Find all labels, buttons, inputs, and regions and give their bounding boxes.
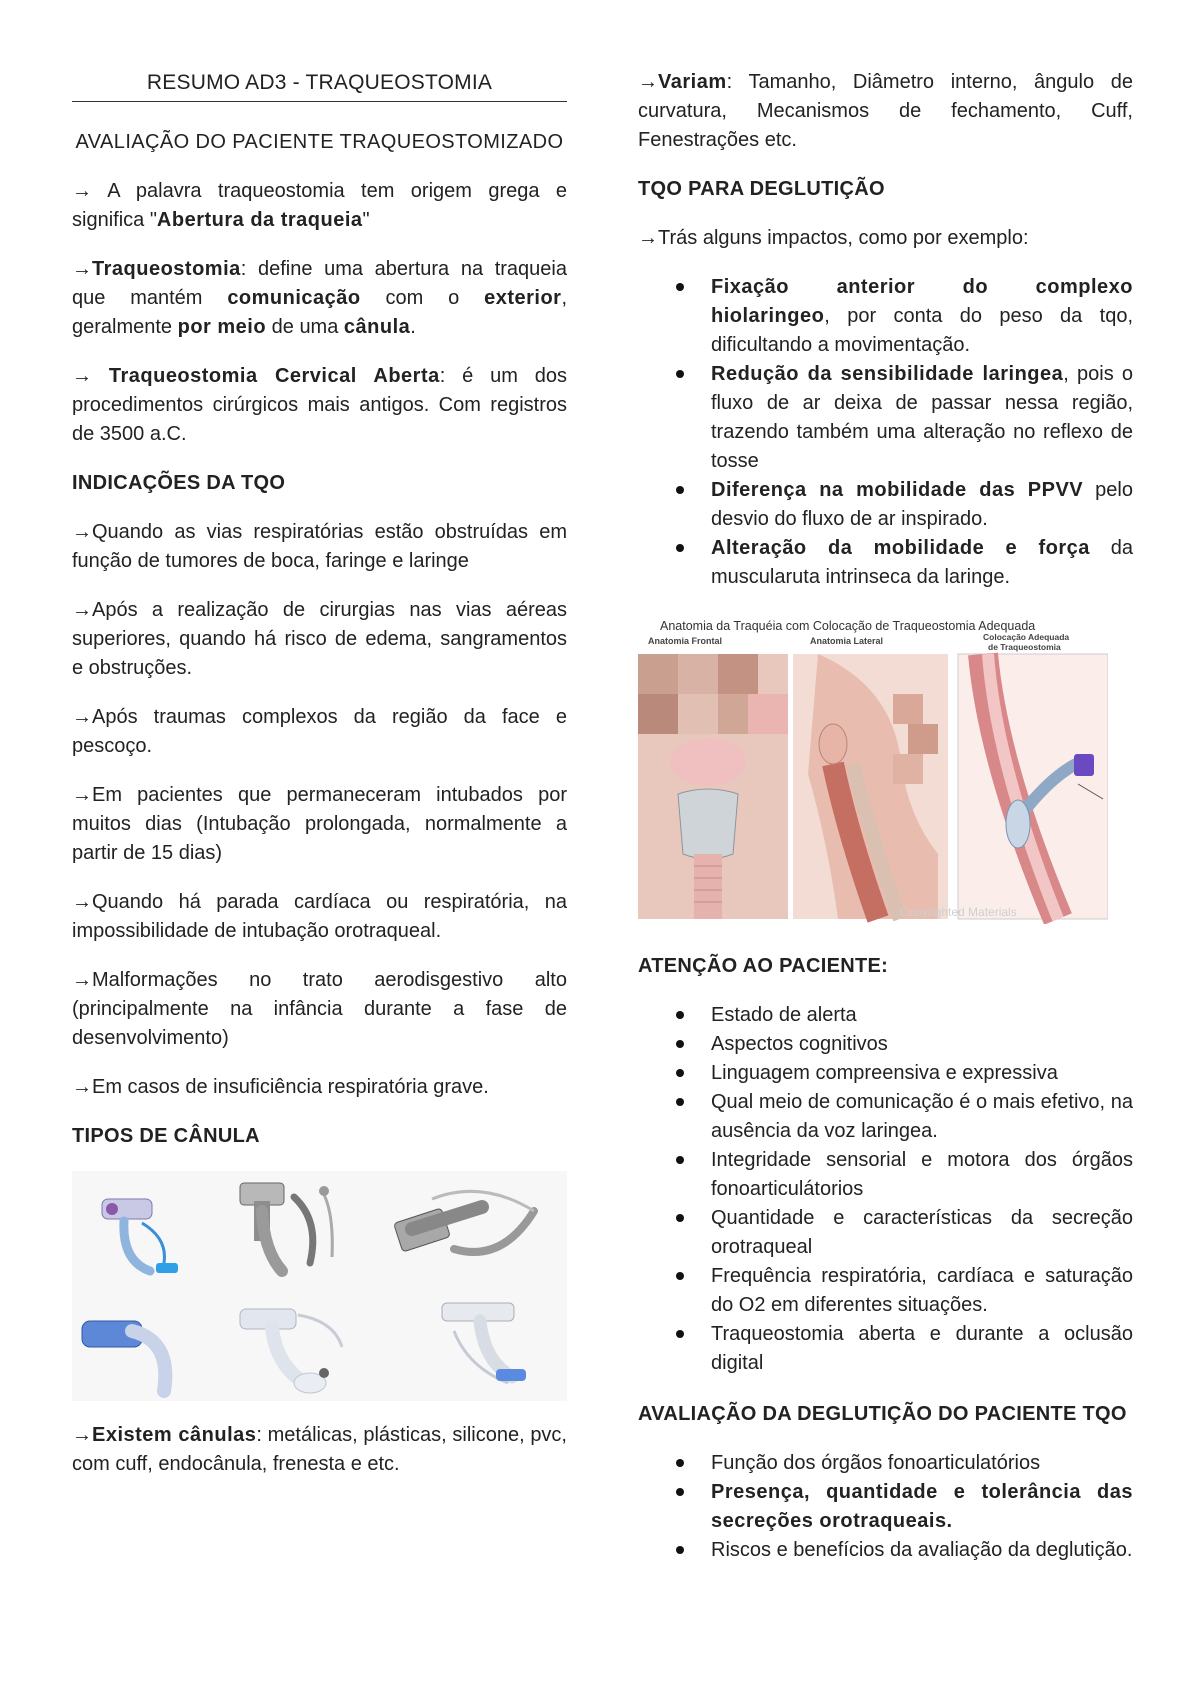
paragraph-definicao: →Traqueostomia: define uma abertura na traqueia que mantém comunicação com o exterior, geralmente por meio de uma cânula. — [72, 258, 568, 339]
list-item: Aspectos cognitivos — [638, 1030, 1133, 1059]
list-item: Presença, quantidade e tolerância das secreções orotraqueais. — [638, 1478, 1133, 1536]
anatomy-figure — [638, 614, 1133, 924]
heading-tqo-degluticao: TQO PARA DEGLUTIÇÃO — [638, 178, 885, 200]
impactos-list — [638, 273, 1133, 592]
heading-avaliacao-paciente: AVALIAÇÃO DO PACIENTE TRAQUEOSTOMIZADO — [75, 131, 564, 154]
right-column — [638, 68, 1133, 1587]
indicacao-item: →Após traumas complexos da região da face e pescoço. — [72, 706, 567, 758]
figure-label-colocacao-1: Colocação Adequada — [983, 632, 1070, 642]
figure-label-frontal: Anatomia Frontal — [648, 636, 723, 646]
paragraph-variam: →Variam: Tamanho, Diâmetro interno, ângulo de curvatura, Mecanismos de fechamento, Cuff, Fenestrações etc. — [638, 71, 1133, 151]
list-item: Alteração da mobilidade e força da muscularuta intrinseca da laringe. — [638, 534, 1133, 592]
lateral-anatomy-illustration — [793, 654, 948, 919]
list-item: Diferença na mobilidade das PPVV pelo desvio do fluxo de ar inspirado. — [638, 476, 1133, 534]
atencao-list — [638, 1001, 1133, 1378]
figure-label-colocacao-2: de Traqueostomia — [988, 642, 1061, 652]
indicacao-item: →Após a realização de cirurgias nas vias aéreas superiores, quando há risco de edema, sangramentos e obstruções. — [72, 599, 567, 680]
list-item: Integridade sensorial e motora dos órgãos fonoarticulátorios — [638, 1146, 1133, 1204]
list-item: Qual meio de comunicação é o mais efetivo, na ausência da voz laringea. — [638, 1088, 1133, 1146]
colocacao-traqueostomia-illustration — [958, 654, 1108, 919]
list-item: Fixação anterior do complexo hiolaringeo, por conta do peso da tqo, dificultando a movimentação. — [638, 273, 1133, 360]
canula-types-image — [72, 1171, 567, 1401]
indicacao-item: →Malformações no trato aerodisgestivo alto (principalmente na infância durante a fase de desenvolvimento) — [72, 969, 567, 1050]
paragraph-origem: → A palavra traqueostomia tem origem grega e significa "Abertura da traqueia" — [72, 180, 567, 232]
figure-label-lateral: Anatomia Lateral — [810, 636, 884, 646]
list-item: Redução da sensibilidade laringea, pois o fluxo de ar deixa de passar nessa região, trazendo também uma alteração no reflexo de tosse — [638, 360, 1133, 476]
left-column — [72, 68, 567, 1499]
indicacao-item: →Quando as vias respiratórias estão obstruídas em função de tumores de boca, faringe e laringe — [72, 521, 567, 573]
paragraph-existem-canulas: →Existem cânulas: metálicas, plásticas, silicone, pvc, com cuff, endocânula, frenesta e etc. — [72, 1424, 567, 1476]
list-item: Riscos e benefícios da avaliação da deglutição. — [638, 1536, 1133, 1565]
figure-title: Anatomia da Traquéia com Colocação de Traqueostomia Adequada — [660, 619, 1036, 633]
list-item: Função dos órgãos fonoarticulatórios — [638, 1449, 1133, 1478]
document-title: RESUMO AD3 - TRAQUEOSTOMIA — [72, 68, 567, 102]
indicacao-item: →Em casos de insuficiência respiratória grave. — [72, 1076, 489, 1099]
heading-atencao-paciente: ATENÇÃO AO PACIENTE: — [638, 955, 889, 977]
paragraph-impactos: →Trás alguns impactos, como por exemplo: — [638, 227, 1029, 249]
heading-tipos-canula: TIPOS DE CÂNULA — [72, 1125, 260, 1148]
paragraph-cervical-aberta: → Traqueostomia Cervical Aberta: é um dos procedimentos cirúrgicos mais antigos. Com registros de 3500 a.C. — [72, 365, 567, 446]
figure-watermark: Copyrighted Materials — [900, 905, 1017, 919]
frontal-anatomy-illustration — [638, 654, 788, 919]
list-item: Estado de alerta — [638, 1001, 1133, 1030]
list-item: Quantidade e características da secreção orotraqueal — [638, 1204, 1133, 1262]
list-item: Frequência respiratória, cardíaca e saturação do O2 em diferentes situações. — [638, 1262, 1133, 1320]
indicacao-item: →Em pacientes que permaneceram intubados por muitos dias (Intubação prolongada, normalmente a partir de 15 dias) — [72, 784, 567, 865]
avaliacao-degluticao-list — [638, 1449, 1133, 1565]
heading-indicacoes: INDICAÇÕES DA TQO — [72, 472, 286, 495]
heading-avaliacao-degluticao: AVALIAÇÃO DA DEGLUTIÇÃO DO PACIENTE TQO — [638, 1403, 1127, 1425]
indicacao-item: →Quando há parada cardíaca ou respiratória, na impossibilidade de intubação orotraqueal. — [72, 891, 567, 943]
list-item: Linguagem compreensiva e expressiva — [638, 1059, 1133, 1088]
list-item: Traqueostomia aberta e durante a oclusão digital — [638, 1320, 1133, 1378]
